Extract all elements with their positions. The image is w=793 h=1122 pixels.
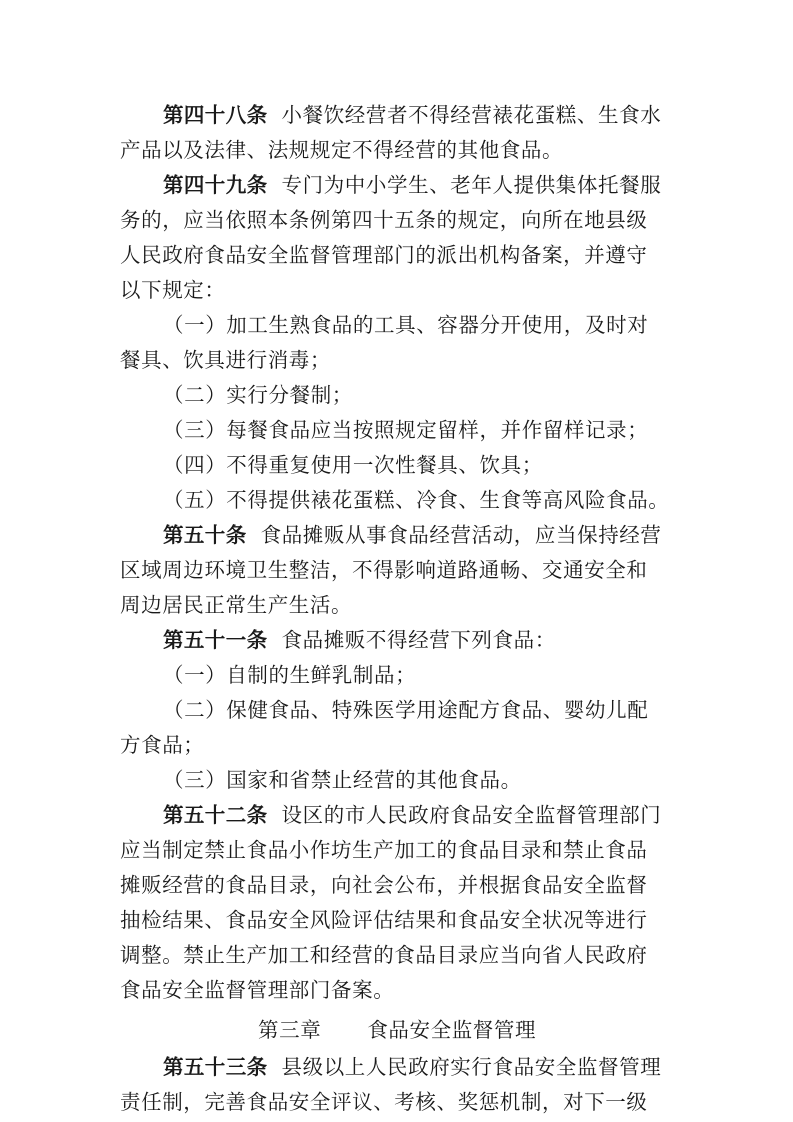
article-52-text: 设区的市人民政府食品安全监督管理部门 bbox=[281, 803, 662, 827]
article-52-line-5: 调整。禁止生产加工和经营的食品目录应当向省人民政府 bbox=[120, 943, 648, 967]
article-50-text: 食品摊贩从事食品经营活动，应当保持经营 bbox=[260, 523, 662, 547]
article-49-item-3: （三）每餐食品应当按照规定留样，并作留样记录； bbox=[163, 418, 649, 442]
article-50-line-2: 区域周边环境卫生整洁，不得影响道路通畅、交通安全和 bbox=[120, 558, 648, 582]
article-49-item-1-line-2: 餐具、饮具进行消毒； bbox=[120, 348, 331, 372]
chapter-heading bbox=[258, 1017, 536, 1044]
article-49-label: 第四十九条 bbox=[163, 173, 268, 197]
article-51-item-2-line-2: 方食品； bbox=[120, 733, 205, 757]
chapter-title: 食品安全监督管理 bbox=[367, 1018, 537, 1042]
article-49-item-1-line-1: （一）加工生熟食品的工具、容器分开使用，及时对 bbox=[163, 313, 649, 337]
article-51-item-3: （三）国家和省禁止经营的其他食品。 bbox=[163, 768, 522, 792]
article-49-text: 专门为中小学生、老年人提供集体托餐服 bbox=[281, 173, 662, 197]
article-51-line-1 bbox=[163, 627, 556, 654]
article-49-item-2: （二）实行分餐制； bbox=[163, 383, 353, 407]
article-50-label: 第五十条 bbox=[163, 523, 247, 547]
article-48-line-1 bbox=[163, 102, 661, 129]
article-53-line-2: 责任制，完善食品安全评议、考核、奖惩机制，对下一级 bbox=[120, 1090, 648, 1114]
article-51-label: 第五十一条 bbox=[163, 628, 268, 652]
article-51-item-1: （一）自制的生鲜乳制品； bbox=[163, 663, 417, 687]
article-49-line-3: 人民政府食品安全监督管理部门的派出机构备案，并遵守 bbox=[120, 243, 648, 267]
article-53-text: 县级以上人民政府实行食品安全监督管理 bbox=[281, 1055, 662, 1079]
article-52-line-2: 应当制定禁止食品小作坊生产加工的食品目录和禁止食品 bbox=[120, 838, 648, 862]
chapter-number: 第三章 bbox=[258, 1018, 322, 1042]
article-52-line-1 bbox=[163, 802, 661, 829]
article-51-text: 食品摊贩不得经营下列食品： bbox=[281, 628, 556, 652]
article-49-line-1 bbox=[163, 172, 661, 199]
article-48-text: 小餐饮经营者不得经营裱花蛋糕、生食水 bbox=[281, 103, 662, 127]
article-52-line-4: 抽检结果、食品安全风险评估结果和食品安全状况等进行 bbox=[120, 908, 648, 932]
article-53-label: 第五十三条 bbox=[163, 1055, 268, 1079]
article-49-item-4: （四）不得重复使用一次性餐具、饮具； bbox=[163, 453, 543, 477]
article-48-line-2: 产品以及法律、法规规定不得经营的其他食品。 bbox=[120, 138, 564, 162]
article-52-line-3: 摊贩经营的食品目录，向社会公布，并根据食品安全监督 bbox=[120, 873, 648, 897]
article-50-line-3: 周边居民正常生产生活。 bbox=[120, 593, 353, 617]
article-49-line-4: 以下规定： bbox=[120, 278, 226, 302]
article-49-item-5: （五）不得提供裱花蛋糕、冷食、生食等高风险食品。 bbox=[163, 488, 670, 512]
article-51-item-2-line-1: （二）保健食品、特殊医学用途配方食品、婴幼儿配 bbox=[163, 698, 649, 722]
article-52-label: 第五十二条 bbox=[163, 803, 268, 827]
article-49-line-2: 务的，应当依照本条例第四十五条的规定，向所在地县级 bbox=[120, 208, 648, 232]
article-52-line-6: 食品安全监督管理部门备案。 bbox=[120, 978, 395, 1002]
article-48-label: 第四十八条 bbox=[163, 103, 268, 127]
article-50-line-1 bbox=[163, 522, 662, 549]
article-53-line-1 bbox=[163, 1054, 661, 1081]
